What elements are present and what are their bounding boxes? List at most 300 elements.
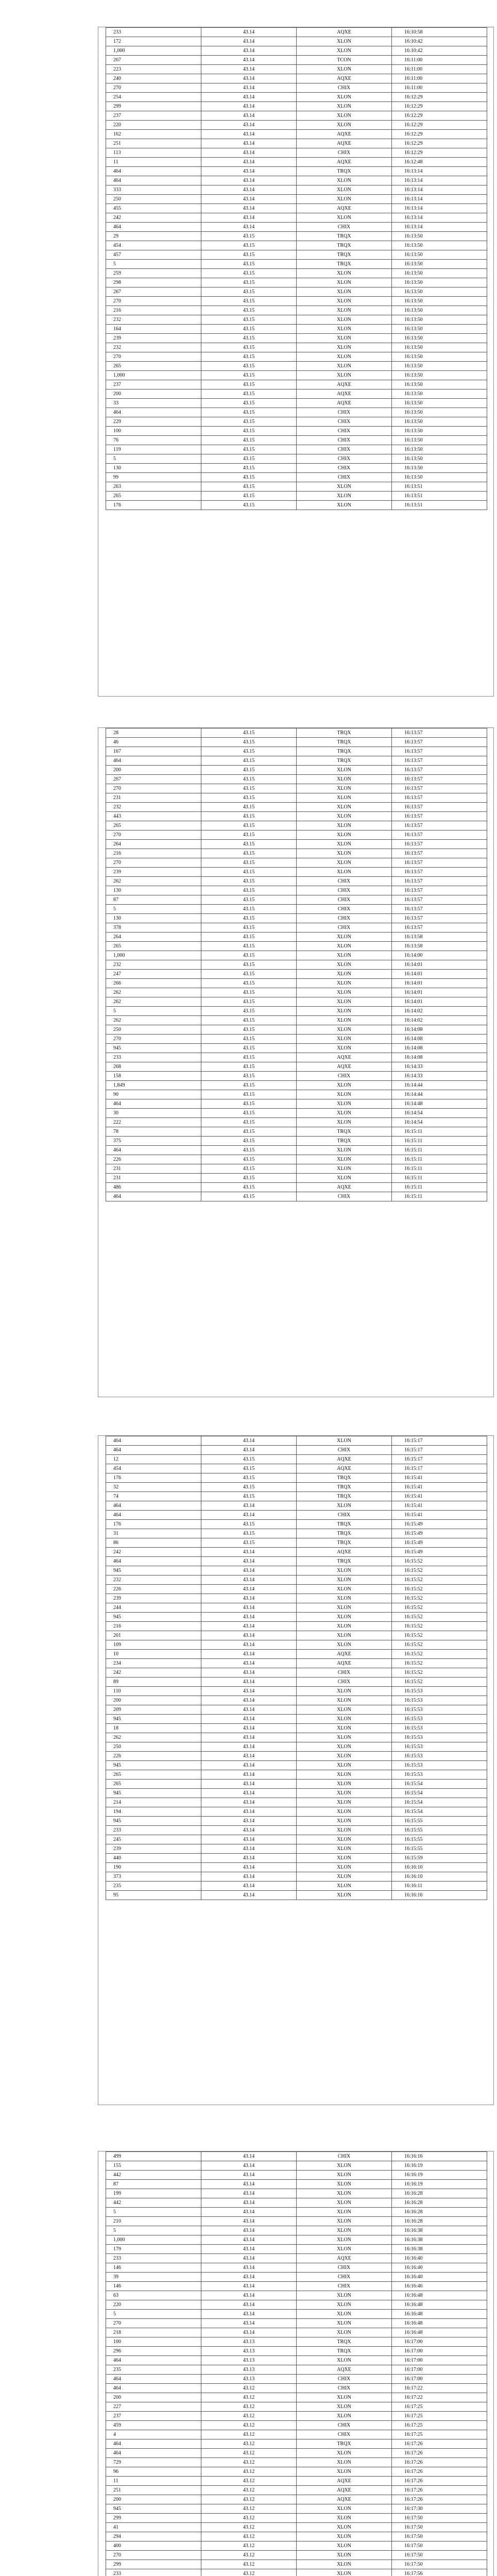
table-row <box>106 1705 487 1715</box>
time-cell: 16:13:51 <box>392 501 487 510</box>
price-cell: 43.12 <box>201 2486 297 2495</box>
price-cell: 43.14 <box>201 28 297 37</box>
venue-cell: XLON <box>297 1622 392 1631</box>
venue-cell: XLON <box>297 2217 392 2226</box>
volume-cell: 270 <box>106 858 201 868</box>
volume-cell: 46 <box>106 738 201 747</box>
price-cell: 43.14 <box>201 1650 297 1659</box>
venue-cell: TCON <box>297 56 392 65</box>
venue-cell: XLON <box>297 2235 392 2245</box>
table-row <box>106 1557 487 1566</box>
venue-cell: XLON <box>297 2356 392 2365</box>
price-cell: 43.15 <box>201 1155 297 1164</box>
price-cell: 43.14 <box>201 1557 297 1566</box>
price-cell: 43.14 <box>201 65 297 74</box>
time-cell: 16:15:52 <box>392 1566 487 1575</box>
table-row <box>106 37 487 46</box>
table-row <box>106 2328 487 2337</box>
volume-cell: 945 <box>106 1817 201 1826</box>
price-cell: 43.15 <box>201 232 297 241</box>
volume-cell: 464 <box>106 1192 201 1201</box>
price-cell: 43.14 <box>201 2273 297 2282</box>
price-cell: 43.14 <box>201 1863 297 1872</box>
time-cell: 16:15:41 <box>392 1492 487 1501</box>
venue-cell: XLON <box>297 1835 392 1844</box>
price-cell: 43.15 <box>201 278 297 287</box>
price-cell: 43.14 <box>201 2254 297 2263</box>
table-row <box>106 482 487 492</box>
time-cell: 16:13:57 <box>392 868 487 877</box>
time-cell: 16:11:00 <box>392 74 487 83</box>
time-cell: 16:13:50 <box>392 417 487 427</box>
table-row <box>106 803 487 812</box>
time-cell: 16:15:41 <box>392 1473 487 1483</box>
time-cell: 16:14:48 <box>392 1099 487 1109</box>
price-cell: 43.14 <box>201 158 297 167</box>
time-cell: 16:16:46 <box>392 2282 487 2291</box>
volume-cell: 270 <box>106 831 201 840</box>
venue-cell: XLON <box>297 2226 392 2235</box>
venue-cell: TRQX <box>297 250 392 260</box>
price-cell: 43.12 <box>201 2532 297 2541</box>
time-cell: 16:13:57 <box>392 858 487 868</box>
volume-cell: 130 <box>106 886 201 895</box>
price-cell: 43.15 <box>201 473 297 482</box>
volume-cell: 201 <box>106 1631 201 1640</box>
volume-cell: 262 <box>106 1016 201 1025</box>
table-row <box>106 269 487 278</box>
time-cell: 16:14:02 <box>392 1007 487 1016</box>
price-cell: 43.14 <box>201 1677 297 1687</box>
price-cell: 43.15 <box>201 775 297 784</box>
price-cell: 43.15 <box>201 325 297 334</box>
price-cell: 43.15 <box>201 417 297 427</box>
table-row <box>106 2180 487 2189</box>
table-row <box>106 1798 487 1807</box>
volume-cell: 455 <box>106 204 201 213</box>
time-cell: 16:17:26 <box>392 2477 487 2486</box>
price-cell: 43.14 <box>201 2226 297 2235</box>
price-cell: 43.12 <box>201 2384 297 2393</box>
price-cell: 43.15 <box>201 501 297 510</box>
venue-cell: XLON <box>297 1891 392 1900</box>
table-row <box>106 2532 487 2541</box>
table-row <box>106 2467 487 2477</box>
time-cell: 16:13:14 <box>392 176 487 185</box>
price-cell: 43.15 <box>201 371 297 380</box>
table-row <box>106 1715 487 1724</box>
venue-cell: AQXE <box>297 1062 392 1072</box>
time-cell: 16:10:42 <box>392 46 487 56</box>
volume-cell: 464 <box>106 1557 201 1566</box>
time-cell: 16:14:54 <box>392 1109 487 1118</box>
time-cell: 16:16:48 <box>392 2319 487 2328</box>
volume-cell: 237 <box>106 2412 201 2421</box>
time-cell: 16:14:33 <box>392 1062 487 1072</box>
volume-cell: 250 <box>106 1742 201 1752</box>
price-cell: 43.14 <box>201 1631 297 1640</box>
time-cell: 16:15:53 <box>392 1696 487 1705</box>
table-row <box>106 738 487 747</box>
time-cell: 16:16:40 <box>392 2263 487 2273</box>
trade-table-page-2 <box>98 727 494 1397</box>
time-cell: 16:15:54 <box>392 1780 487 1789</box>
table-row <box>106 1668 487 1677</box>
venue-cell: XLON <box>297 325 392 334</box>
price-cell: 43.15 <box>201 997 297 1007</box>
venue-cell: XLON <box>297 803 392 812</box>
volume-cell: 95 <box>106 1891 201 1900</box>
volume-cell: 270 <box>106 297 201 306</box>
volume-cell: 247 <box>106 970 201 979</box>
volume-cell: 464 <box>106 1436 201 1446</box>
table-row <box>106 1844 487 1854</box>
volume-cell: 464 <box>106 167 201 176</box>
price-cell: 43.15 <box>201 868 297 877</box>
venue-cell: XLON <box>297 334 392 343</box>
venue-cell: CHIX <box>297 1446 392 1455</box>
venue-cell: XLON <box>297 1724 392 1733</box>
price-cell: 43.12 <box>201 2458 297 2467</box>
volume-cell: 440 <box>106 1854 201 1863</box>
price-cell: 43.14 <box>201 2171 297 2180</box>
volume-cell: 464 <box>106 408 201 417</box>
venue-cell: XLON <box>297 2560 392 2569</box>
table-row <box>106 492 487 501</box>
price-cell: 43.14 <box>201 176 297 185</box>
volume-cell: 1,849 <box>106 1081 201 1090</box>
time-cell: 16:17:00 <box>392 2356 487 2365</box>
volume-cell: 265 <box>106 362 201 371</box>
table-row <box>106 389 487 399</box>
table-row <box>106 970 487 979</box>
time-cell: 16:13:57 <box>392 756 487 766</box>
price-cell: 43.14 <box>201 1780 297 1789</box>
table-row <box>106 56 487 65</box>
price-cell: 43.14 <box>201 121 297 130</box>
time-cell: 16:13:50 <box>392 445 487 454</box>
price-cell: 43.12 <box>201 2523 297 2532</box>
table-row <box>106 997 487 1007</box>
volume-cell: 464 <box>106 176 201 185</box>
venue-cell: AQXE <box>297 380 392 389</box>
table-row <box>106 287 487 297</box>
volume-cell: 5 <box>106 2226 201 2235</box>
venue-cell: XLON <box>297 195 392 204</box>
volume-cell: 229 <box>106 417 201 427</box>
price-cell: 43.15 <box>201 988 297 997</box>
volume-cell: 87 <box>106 2180 201 2189</box>
price-cell: 43.15 <box>201 1137 297 1146</box>
table-row <box>106 886 487 895</box>
price-cell: 43.15 <box>201 1492 297 1501</box>
volume-cell: 231 <box>106 1164 201 1174</box>
table-row <box>106 1826 487 1835</box>
table-row <box>106 2161 487 2171</box>
price-cell: 43.14 <box>201 1844 297 1854</box>
time-cell: 16:14:02 <box>392 1016 487 1025</box>
venue-cell: CHIX <box>297 2430 392 2439</box>
price-cell: 43.12 <box>201 2439 297 2449</box>
time-cell: 16:16:48 <box>392 2300 487 2310</box>
volume-cell: 265 <box>106 821 201 831</box>
time-cell: 16:15:54 <box>392 1807 487 1817</box>
venue-cell: AQXE <box>297 204 392 213</box>
table-row <box>106 399 487 408</box>
venue-cell: XLON <box>297 1752 392 1761</box>
time-cell: 16:12:29 <box>392 111 487 121</box>
volume-cell: 265 <box>106 1770 201 1780</box>
venue-cell: XLON <box>297 278 392 287</box>
price-cell: 43.15 <box>201 1035 297 1044</box>
price-cell: 43.14 <box>201 1882 297 1891</box>
venue-cell: AQXE <box>297 1183 392 1192</box>
venue-cell: XLON <box>297 1807 392 1817</box>
price-cell: 43.14 <box>201 1872 297 1882</box>
venue-cell: XLON <box>297 951 392 960</box>
table-row <box>106 2495 487 2504</box>
volume-cell: 270 <box>106 352 201 362</box>
volume-cell: 39 <box>106 2273 201 2282</box>
table-row <box>106 877 487 886</box>
volume-cell: 76 <box>106 436 201 445</box>
price-cell: 43.14 <box>201 2189 297 2198</box>
volume-cell: 227 <box>106 2402 201 2412</box>
volume-cell: 87 <box>106 895 201 905</box>
price-cell: 43.15 <box>201 297 297 306</box>
table-row <box>106 1566 487 1575</box>
volume-cell: 251 <box>106 2486 201 2495</box>
volume-cell: 130 <box>106 464 201 473</box>
time-cell: 16:13:50 <box>392 297 487 306</box>
venue-cell: CHIX <box>297 1072 392 1081</box>
time-cell: 16:13:57 <box>392 849 487 858</box>
volume-cell: 5 <box>106 454 201 464</box>
time-cell: 16:13:57 <box>392 886 487 895</box>
venue-cell: XLON <box>297 1687 392 1696</box>
venue-cell: TRQX <box>297 1127 392 1137</box>
venue-cell: CHIX <box>297 427 392 436</box>
table-row <box>106 1696 487 1705</box>
table-row <box>106 766 487 775</box>
table-row <box>106 831 487 840</box>
volume-cell: 200 <box>106 1696 201 1705</box>
table-row <box>106 306 487 315</box>
table-row <box>106 1520 487 1529</box>
time-cell: 16:13:58 <box>392 933 487 942</box>
price-cell: 43.14 <box>201 56 297 65</box>
price-cell: 43.14 <box>201 1826 297 1835</box>
volume-cell: 231 <box>106 1174 201 1183</box>
venue-cell: XLON <box>297 1109 392 1118</box>
table-row <box>106 988 487 997</box>
price-cell: 43.15 <box>201 756 297 766</box>
table-row <box>106 334 487 343</box>
time-cell: 16:16:38 <box>392 2235 487 2245</box>
table-row <box>106 784 487 793</box>
table-row <box>106 1659 487 1668</box>
venue-cell: XLON <box>297 2208 392 2217</box>
volume-cell: 223 <box>106 65 201 74</box>
time-cell: 16:15:11 <box>392 1174 487 1183</box>
price-cell: 43.15 <box>201 445 297 454</box>
table-row <box>106 380 487 389</box>
price-cell: 43.14 <box>201 2328 297 2337</box>
volume-cell: 63 <box>106 2291 201 2300</box>
price-cell: 43.12 <box>201 2541 297 2551</box>
price-cell: 43.14 <box>201 74 297 83</box>
price-cell: 43.15 <box>201 1192 297 1201</box>
volume-cell: 268 <box>106 1062 201 1072</box>
volume-cell: 172 <box>106 37 201 46</box>
table-row <box>106 2458 487 2467</box>
time-cell: 16:13:50 <box>392 269 487 278</box>
trade-table-body <box>106 728 487 1201</box>
time-cell: 16:15:49 <box>392 1548 487 1557</box>
table-row <box>106 2523 487 2532</box>
volume-cell: 333 <box>106 185 201 195</box>
volume-cell: 96 <box>106 2467 201 2477</box>
time-cell: 16:15:59 <box>392 1854 487 1863</box>
venue-cell: XLON <box>297 2161 392 2171</box>
volume-cell: 400 <box>106 2541 201 2551</box>
venue-cell: XLON <box>297 2541 392 2551</box>
table-row <box>106 905 487 914</box>
price-cell: 43.15 <box>201 821 297 831</box>
volume-cell: 119 <box>106 445 201 454</box>
venue-cell: AQXE <box>297 2477 392 2486</box>
time-cell: 16:14:08 <box>392 1044 487 1053</box>
table-row <box>106 1835 487 1844</box>
venue-cell: XLON <box>297 868 392 877</box>
table-row <box>106 2384 487 2393</box>
venue-cell: TRQX <box>297 1520 392 1529</box>
price-cell: 43.14 <box>201 1742 297 1752</box>
time-cell: 16:13:57 <box>392 803 487 812</box>
time-cell: 16:13:14 <box>392 213 487 223</box>
table-row <box>106 1053 487 1062</box>
time-cell: 16:14:54 <box>392 1118 487 1127</box>
volume-cell: 86 <box>106 1538 201 1548</box>
volume-cell: 232 <box>106 960 201 970</box>
volume-cell: 5 <box>106 260 201 269</box>
time-cell: 16:15:55 <box>392 1844 487 1854</box>
table-row <box>106 747 487 756</box>
volume-cell: 378 <box>106 923 201 933</box>
venue-cell: XLON <box>297 1174 392 1183</box>
table-row <box>106 371 487 380</box>
venue-cell: XLON <box>297 2189 392 2198</box>
time-cell: 16:13:57 <box>392 821 487 831</box>
price-cell: 43.15 <box>201 1016 297 1025</box>
venue-cell: XLON <box>297 2245 392 2254</box>
price-cell: 43.15 <box>201 905 297 914</box>
table-row <box>106 1817 487 1826</box>
table-row <box>106 1174 487 1183</box>
venue-cell: CHIX <box>297 148 392 158</box>
time-cell: 16:15:53 <box>392 1724 487 1733</box>
time-cell: 16:15:11 <box>392 1137 487 1146</box>
price-cell: 43.14 <box>201 1733 297 1742</box>
table-row <box>106 111 487 121</box>
volume-cell: 100 <box>106 427 201 436</box>
venue-cell: XLON <box>297 970 392 979</box>
volume-cell: 232 <box>106 1575 201 1585</box>
time-cell: 16:17:26 <box>392 2467 487 2477</box>
venue-cell: TRQX <box>297 2347 392 2356</box>
venue-cell: XLON <box>297 297 392 306</box>
price-cell: 43.15 <box>201 812 297 821</box>
venue-cell: XLON <box>297 1146 392 1155</box>
time-cell: 16:15:52 <box>392 1585 487 1594</box>
table-row <box>106 1183 487 1192</box>
table-row <box>106 315 487 325</box>
venue-cell: AQXE <box>297 2486 392 2495</box>
trade-table-page-3 <box>98 1435 494 2105</box>
price-cell: 43.14 <box>201 130 297 139</box>
table-row <box>106 260 487 269</box>
time-cell: 16:15:55 <box>392 1835 487 1844</box>
price-cell: 43.14 <box>201 213 297 223</box>
table-row <box>106 1025 487 1035</box>
volume-cell: 99 <box>106 473 201 482</box>
time-cell: 16:13:57 <box>392 775 487 784</box>
table-row <box>106 2310 487 2319</box>
venue-cell: CHIX <box>297 2384 392 2393</box>
table-row <box>106 223 487 232</box>
time-cell: 16:17:00 <box>392 2347 487 2356</box>
time-cell: 16:15:53 <box>392 1742 487 1752</box>
time-cell: 16:15:17 <box>392 1464 487 1473</box>
venue-cell: XLON <box>297 1780 392 1789</box>
venue-cell: XLON <box>297 1575 392 1585</box>
table-row <box>106 1007 487 1016</box>
venue-cell: AQXE <box>297 1659 392 1668</box>
venue-cell: TRQX <box>297 241 392 250</box>
venue-cell: AQXE <box>297 2495 392 2504</box>
venue-cell: XLON <box>297 2393 392 2402</box>
price-cell: 43.14 <box>201 2263 297 2273</box>
volume-cell: 199 <box>106 2189 201 2198</box>
table-row <box>106 1473 487 1483</box>
volume-cell: 200 <box>106 2495 201 2504</box>
venue-cell: XLON <box>297 176 392 185</box>
table-row <box>106 454 487 464</box>
price-cell: 43.14 <box>201 148 297 158</box>
time-cell: 16:15:11 <box>392 1183 487 1192</box>
venue-cell: CHIX <box>297 417 392 427</box>
time-cell: 16:14:01 <box>392 988 487 997</box>
volume-cell: 945 <box>106 1715 201 1724</box>
venue-cell: XLON <box>297 821 392 831</box>
time-cell: 16:17:00 <box>392 2365 487 2375</box>
volume-cell: 251 <box>106 139 201 148</box>
table-row <box>106 408 487 417</box>
table-row <box>106 812 487 821</box>
price-cell: 43.14 <box>201 1798 297 1807</box>
volume-cell: 232 <box>106 803 201 812</box>
price-cell: 43.14 <box>201 1761 297 1770</box>
volume-cell: 464 <box>106 2356 201 2365</box>
time-cell: 16:13:50 <box>392 250 487 260</box>
table-row <box>106 2421 487 2430</box>
volume-cell: 110 <box>106 1687 201 1696</box>
time-cell: 16:13:57 <box>392 766 487 775</box>
venue-cell: TRQX <box>297 747 392 756</box>
table-row <box>106 1464 487 1473</box>
venue-cell: XLON <box>297 343 392 352</box>
volume-cell: 218 <box>106 2328 201 2337</box>
